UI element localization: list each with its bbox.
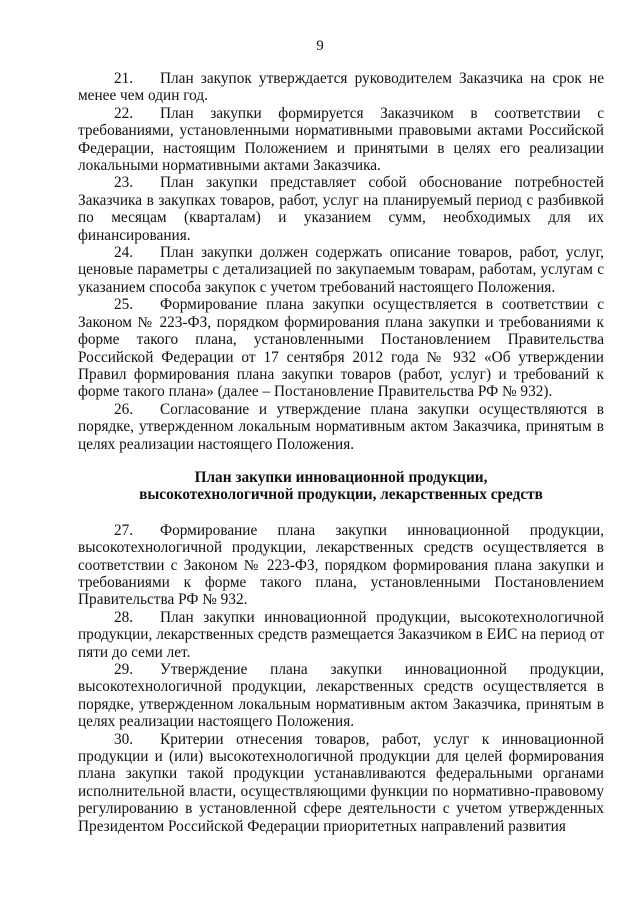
section-heading [78,469,604,504]
clause-26 [78,401,604,453]
clause-number: 26. [114,400,134,418]
clause-number: 28. [114,608,134,626]
clause-23 [78,174,604,244]
clause-number: 21. [114,70,134,87]
clause-text: План закупки инновационной продукции, высокотехнологичной продукции, лекарственных средств размещается Заказчиком в ЕИС на период от пяти до семи лет. [78,608,604,661]
clause-number: 25. [114,296,134,314]
clause-text: План закупки представляет собой обоснование потребностей Заказчика в закупках товаров, работ, услуг на планируемый период с разбивкой по месяцам (кварталам) и указанием сумм, необходимых для их финансирования. [78,174,604,244]
clause-text: План закупок утверждается руководителем Заказчика на срок не менее чем один год. [78,70,604,105]
clause-number: 27. [114,521,134,539]
section-heading-line-2: высокотехнологичной продукции, лекарственных средств [139,486,543,504]
clauses-after [78,522,604,835]
clause-number: 30. [114,730,134,748]
clause-text: Формирование плана закупки инновационной продукции, высокотехнологичной продукции, лекарственных средств осуществляется в соответствии с Законом № 223-ФЗ, порядком формирования плана закупки и требованиями к форме такого плана, установленными Постановлением Правительства РФ № 932. [78,521,604,609]
clause-22 [78,105,604,175]
clause-number: 29. [114,661,134,678]
clause-30 [78,731,604,835]
page-number: 9 [316,38,324,54]
clause-number: 23. [114,174,134,192]
clauses-before [78,70,604,453]
clause-text: Согласование и утверждение плана закупки осуществляются в порядке, утвержденном локальным нормативным актом Заказчика, принятым в целях реализации настоящего Положения. [78,400,604,453]
clause-27 [78,522,604,609]
clause-text: Утверждение плана закупки инновационной продукции, высокотехнологичной продукции, лекарственных средств осуществляется в порядке, утвержденном локальным нормативным актом Заказчика, принятым в целях реализации настоящего Положения. [78,661,604,731]
clause-text: План закупки формируется Заказчиком в соответствии с требованиями, установленными нормативными правовыми актами Российской Федерации, настоящим Положением и принятыми в целях его реализации локальными нормативными актами Заказчика. [78,104,604,175]
clause-text: План закупки должен содержать описание товаров, работ, услуг, ценовые параметры с детализацией по закупаемым товарам, работам, услугам с указанием способа закупок с учетом требований настоящего Положения. [78,244,604,296]
clause-number: 22. [114,104,134,122]
clause-text: Критерии отнесения товаров, работ, услуг к инновационной продукции и (или) высокотехнологичной продукции для целей формирования плана закупки такой продукции устанавливаются федеральными органами исполнительной власти, осуществляющими функции по нормативно-правовому регулированию в установленной сфере деятельности с учетом утвержденных Президентом Российской Федерации приоритетных направлений развития [78,730,604,835]
clause-28 [78,609,604,661]
section-heading-line-1: План закупки инновационной продукции, [194,468,488,486]
clause-25 [78,296,604,400]
clause-29 [78,661,604,731]
clause-text: Формирование плана закупки осуществляется в соответствии с Законом № 223-ФЗ, порядком формирования плана закупки и требованиями к форме такого плана, установленными Постановлением Правительства Российской Федерации от 17 сентября 2012 года № 932 «Об утверждении Правил формирования плана закупки товаров (работ, услуг) и требований к форме такого плана» (далее – Постановление Правительства РФ № 932). [78,296,604,401]
document-body [78,70,604,835]
clause-21 [78,70,604,105]
clause-number: 24. [114,244,134,262]
clause-24 [78,244,604,296]
